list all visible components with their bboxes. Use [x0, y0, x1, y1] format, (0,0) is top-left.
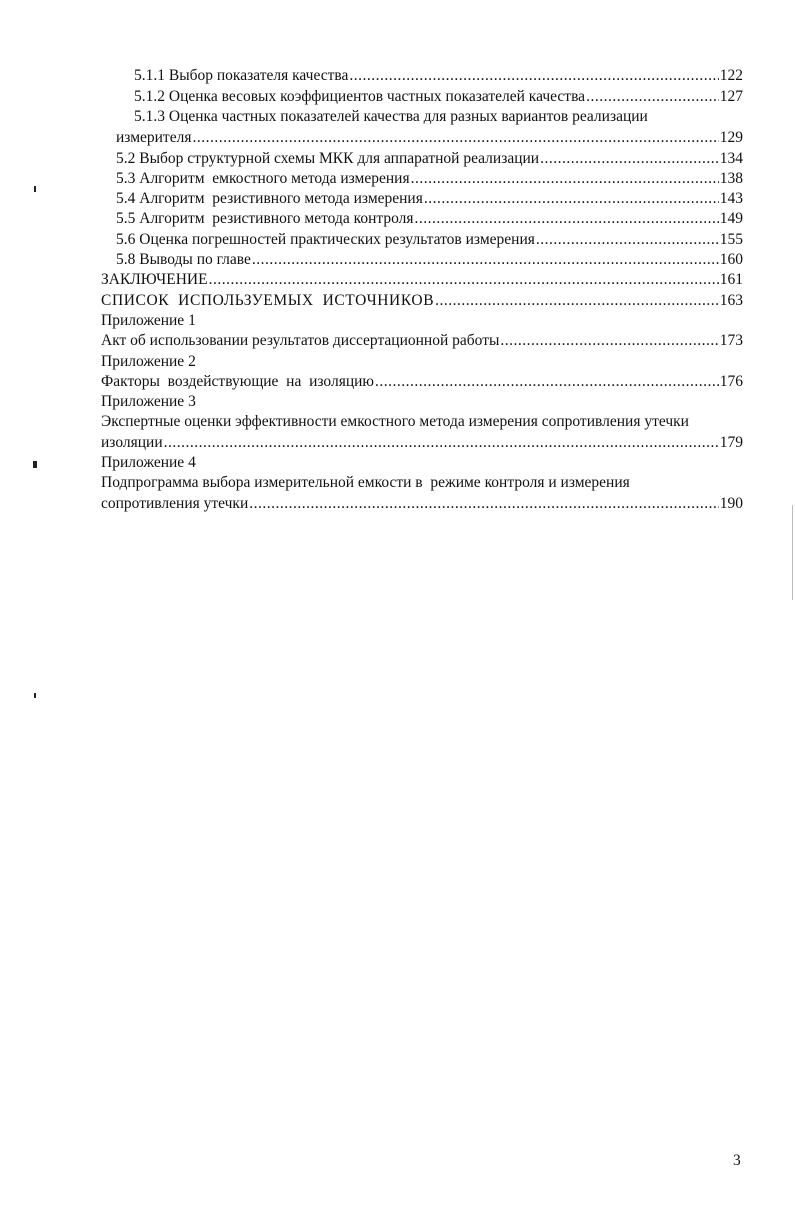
appendix-3-title: Экспертные оценки эффективности емкостного метода измерения сопротивления утечки [101, 413, 689, 430]
toc-entry-5-1-1: 5.1.1 Выбор показателя качества ..... 122 [134, 66, 743, 86]
toc-entry-5-1-3: измерителя ..... 129 [116, 128, 743, 148]
toc-entry-5-6: 5.6 Оценка погрешностей практических результатов измерения ..... 155 [116, 230, 743, 250]
appendix-4-label: Приложение 4 [101, 454, 196, 471]
scan-artifact-mark [34, 693, 36, 698]
toc-entry-5-8: 5.8 Выводы по главе ..... 160 [116, 250, 743, 270]
scan-artifact-mark [33, 461, 37, 468]
appendix-3-label: Приложение 3 [101, 393, 196, 410]
toc-entry-5-1-2: 5.1.2 Оценка весовых коэффициентов частных показателей качества ..... 127 [134, 87, 743, 107]
appendix-1-label: Приложение 1 [101, 312, 196, 329]
toc-entry-references: СПИСОК ИСПОЛЬЗУЕМЫХ ИСТОЧНИКОВ ..... 163 [101, 291, 743, 311]
toc-entry-appendix-1: Акт об использовании результатов диссертационной работы ..... 173 [101, 331, 743, 351]
toc-entry-5-3: 5.3 Алгоритм емкостного метода измерения ..... 138 [116, 169, 743, 189]
toc-entry-5-4: 5.4 Алгоритм резистивного метода измерения ..... 143 [116, 189, 743, 209]
toc-entry-5-5: 5.5 Алгоритм резистивного метода контроля ..... 149 [116, 209, 743, 229]
toc-entry-conclusion: ЗАКЛЮЧЕНИЕ ..... 161 [101, 270, 743, 290]
toc-entry-appendix-3: изоляции ..... 179 [101, 433, 743, 453]
appendix-4-title: Подпрограмма выбора измерительной емкости в режиме контроля и измерения [101, 474, 630, 491]
toc-entry-appendix-4: сопротивления утечки ..... 190 [101, 494, 743, 514]
scan-edge-line [792, 505, 793, 600]
scan-artifact-mark [34, 186, 36, 192]
page-number: 3 [733, 1152, 741, 1169]
toc-entry-5-2: 5.2 Выбор структурной схемы МКК для аппаратной реализации ..... 134 [116, 149, 743, 169]
toc-entry-appendix-2: Факторы воздействующие на изоляцию ..... 176 [101, 372, 743, 392]
appendix-2-label: Приложение 2 [101, 353, 196, 370]
toc-entry-5-1-3-title: 5.1.3 Оценка частных показателей качества для разных вариантов реализации [134, 108, 648, 125]
